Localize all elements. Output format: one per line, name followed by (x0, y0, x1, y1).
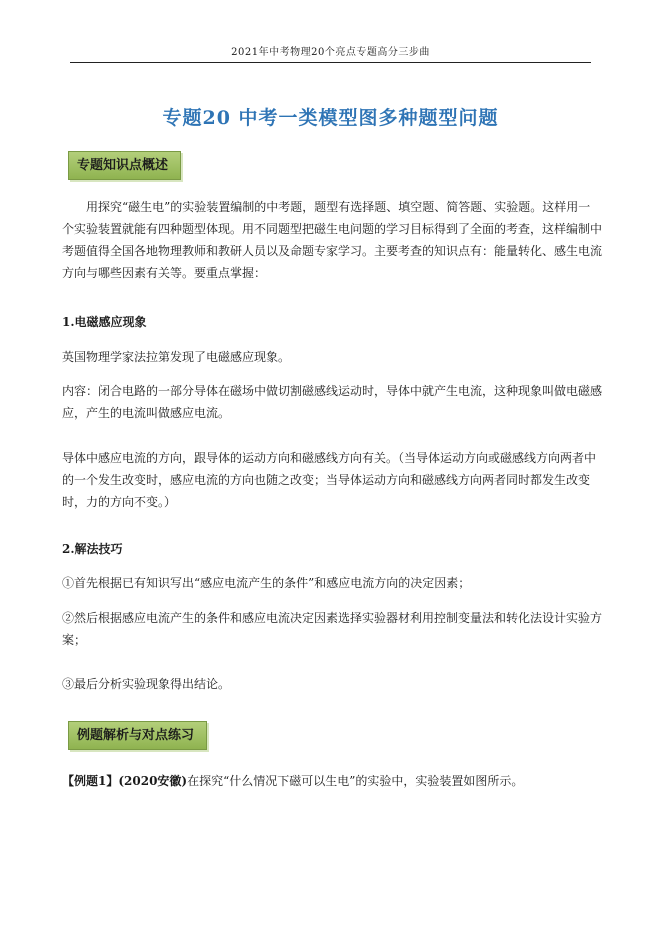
direction-paragraph: 导体中感应电流的方向，跟导体的运动方向和磁感线方向有关。（当导体运动方向或磁感线方向两者中的一个发生改变时，感应电流的方向也随之改变；当导体运动方向和磁感线方向两者同时都发生改变时，力的方向不变。） (62, 451, 597, 509)
step-3: ③最后分析实验现象得出结论。 (62, 677, 231, 691)
example-text: 在探究“什么情况下磁可以生电”的实验中，实验装置如图所示。 (187, 774, 524, 788)
heading-solving-tips: 2.解法技巧 (62, 542, 123, 556)
page-title: 专题20 中考一类模型图多种题型问题 (162, 107, 499, 129)
step-1: ①首先根据已有知识写出“感应电流产生的条件”和感应电流方向的决定因素； (62, 576, 471, 590)
section-badge-examples: 例题解析与对点练习 (68, 721, 207, 750)
heading-electromagnetic-induction: 1.电磁感应现象 (62, 315, 147, 329)
faraday-paragraph: 英国物理学家法拉第发现了电磁感应现象。 (62, 350, 291, 364)
content-paragraph: 内容：闭合电路的一部分导体在磁场中做切割磁感线运动时，导体中就产生电流，这种现象叫做电磁感应，产生的电流叫做感应电流。 (62, 384, 603, 420)
example-label: 【例题1】(2020安徽) (62, 774, 188, 788)
step-2: ②然后根据感应电流产生的条件和感应电流决定因素选择实验器材利用控制变量法和转化法设计实验方案； (62, 611, 603, 647)
section-badge-overview: 专题知识点概述 (68, 151, 181, 180)
page-header: 2021年中考物理20个亮点专题高分三步曲 (70, 44, 591, 63)
intro-paragraph: 用探究“磁生电”的实验装置编制的中考题，题型有选择题、填空题、简答题、实验题。这样用一个实验装置就能有四种题型体现。用不同题型把磁生电问题的学习目标得到了全面的考查，这样编制中考题值得全国各地物理教师和教研人员以及命题专家学习。主要考查的知识点有：能量转化、感生电流方向与哪些因素有关等。要重点掌握： (62, 200, 603, 280)
example-1 (62, 770, 602, 792)
